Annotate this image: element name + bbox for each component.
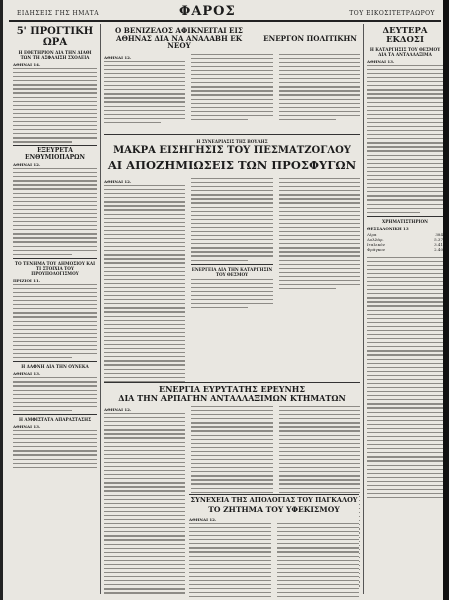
right-dateline: ΑΘΗΝΑΙ 13.	[367, 58, 395, 64]
masthead	[9, 4, 441, 22]
left-head-1: 5' ΠΡΟΓΤΙΚΗ ΩΡΑ	[16, 26, 94, 48]
left-dateline-1: ΑΘΗΝΑΙ 14.	[13, 62, 41, 67]
market-head: ΧΡΗΜΑΤΙΣΤΗΡΙΟΝ	[382, 218, 428, 224]
market-row: Λίρα 384	[367, 231, 443, 237]
left-dateline-2: ΑΘΗΝΑΙ 12.	[13, 162, 41, 168]
feature-head-2: ΑΙ ΑΠΟΖΗΜΙΩΣΕΙΣ ΤΩΝ ΠΡΟΣΦΥΓΩΝ	[107, 157, 357, 172]
top-right-head: ΕΝΕΡΓΟΝ ΠΟΛΙΤΙΚΗΝ	[263, 34, 357, 43]
left-dateline-3: ΠΡΙΖΙΟΙ 11.	[13, 277, 41, 283]
left-head-4: Η ΔΑΦΝΗ ΔΙΑ ΤΗΝ ΟΥΝΕΚΑ	[21, 364, 89, 370]
right-head-1-sub: Η ΚΑΤΑΡΓΗΣΙΣ ΤΟΥ ΘΕΣΜΟΥ ΔΙΑ ΤΑ ΑΝΤΑΛΛΑΞΙΜΑ	[369, 46, 441, 57]
mid-sub: ΕΝΕΡΓΕΙΑ ΔΙΑ ΤΗΝ ΚΑΤΑΡΓΗΣΙΝ ΤΟΥ ΘΕΣΜΟΥ	[191, 266, 273, 277]
left-body-2	[13, 168, 97, 255]
left-dateline-4: ΑΘΗΝΑΙ 13.	[13, 371, 41, 377]
market-row: Δολλάρ. 5.37	[367, 236, 443, 242]
bottom-headline	[189, 494, 359, 600]
lower-dateline: ΑΘΗΝΑΙ 12.	[104, 407, 132, 412]
left-dateline-5: ΑΘΗΝΑΙ 13.	[13, 423, 41, 429]
left-head-3: ΤΟ ΤΕΝΗΜΑ ΤΟΥ ΔΗΜΟΣΙΟΥ ΚΑΙ ΤΙ ΣΤΟΙΧΙΑ ΤΟΥ ΠΡΟΥΠΟΛΟΓΙΣΜΟΥ	[14, 260, 96, 276]
lower-head-1: ΕΝΕΡΓΙΑ ΕΥΡΥΤΑΤΗΣ ΕΡΕΥΝΗΣ	[158, 384, 306, 394]
left-body-3	[13, 284, 97, 359]
feature-dateline: ΑΘΗΝΑΙ 12.	[104, 179, 132, 184]
left-head-5: Η ΑΜΦΙΣΤΑΤΑ ΑΠΑΡΑΣΤΑΣΗΣ	[18, 416, 92, 422]
top-center	[104, 24, 360, 134]
bottom-dateline: ΑΘΗΝΑΙ 12.	[189, 516, 217, 522]
left-head-1-sub: Η ΕΘΕΤΗΡΙΟΝ ΔΙΑ ΤΗΝ ΔΙΑΘΙ ΤΩΝ ΤΗ ΑΣΦΑΛΙΣΗ ΣΧΟΛΕΙΑ	[18, 50, 92, 60]
bottom-head-2: ΤΟ ΖΗΤΗΜΑ ΤΟΥ ΥΦΕΚΙΣΜΟΥ	[208, 504, 340, 514]
left-body-1	[13, 68, 97, 143]
feature-head-1: ΜΑΚΡΑ ΕΙΣΗΓΗΣΙΣ ΤΟΥ ΠΕΣΜΑΤΖΟΓΛΟΥ	[113, 145, 351, 156]
market-row: Ιταλικόν 3.41	[367, 242, 443, 248]
right-head-1: ΔΕΥΤΕΡΑ ΕΚΔΟΣΙ	[382, 26, 428, 45]
right-column	[367, 24, 443, 596]
left-body-5	[13, 430, 97, 468]
scan-edge	[443, 0, 449, 600]
feature-headline	[104, 134, 360, 171]
market-table	[367, 232, 443, 253]
bottom-head-1: ΣΥΝΕΧΕΙΑ ΤΗΣ ΑΠΟΛΟΓΙΑΣ ΤΟΥ ΠΑΓΚΑΛΟΥ	[190, 496, 358, 504]
lower-headline	[104, 382, 360, 403]
market-dateline: ΘΕΣΣΑΛΟΝΙΚΗ 13	[367, 225, 409, 231]
market-row: Φράγκον 2.40	[367, 247, 443, 253]
left-head-2: ΕΞΕΥΡΕΤΑ ΕΝΘΥΜΙΟΠΑΡΩΝ	[25, 147, 85, 161]
top-dateline: ΑΘΗΝΑΙ 12.	[104, 54, 132, 60]
masthead-left: ΕΙΔΗΣΕΙΣ ΓΗΣ ΗΜΑΤΑ	[17, 10, 100, 17]
left-column	[13, 24, 97, 596]
masthead-right: ΤΟΥ ΕΙΚΟΣΙΤΕΤΡΑΩΡΟΥ	[349, 10, 435, 17]
masthead-title: ΦΑΡΟΣ	[179, 4, 236, 19]
top-left-head: Ο ΒΕΝΙΖΕΛΟΣ ΑΦΙΚΝΕΙΤΑΙ ΕΙΣ ΑΘΗΝΑΣ ΔΙΑ ΝΑ ΑΝΑΛΑΒΗ ΕΚ ΝΕΟΥ	[115, 26, 243, 51]
lower-head-2: ΔΙΑ ΤΗΝ ΑΡΠΑΓΗΝ ΑΝΤΑΛΛΑΞΙΜΩΝ ΚΤΗΜΑΤΩΝ	[118, 393, 346, 404]
left-body-4	[13, 377, 97, 411]
feature-kicker: Η ΣΥΝΕΔΡΙΑΣΙΣ ΤΗΣ ΒΟΥΛΗΣ	[196, 139, 268, 144]
